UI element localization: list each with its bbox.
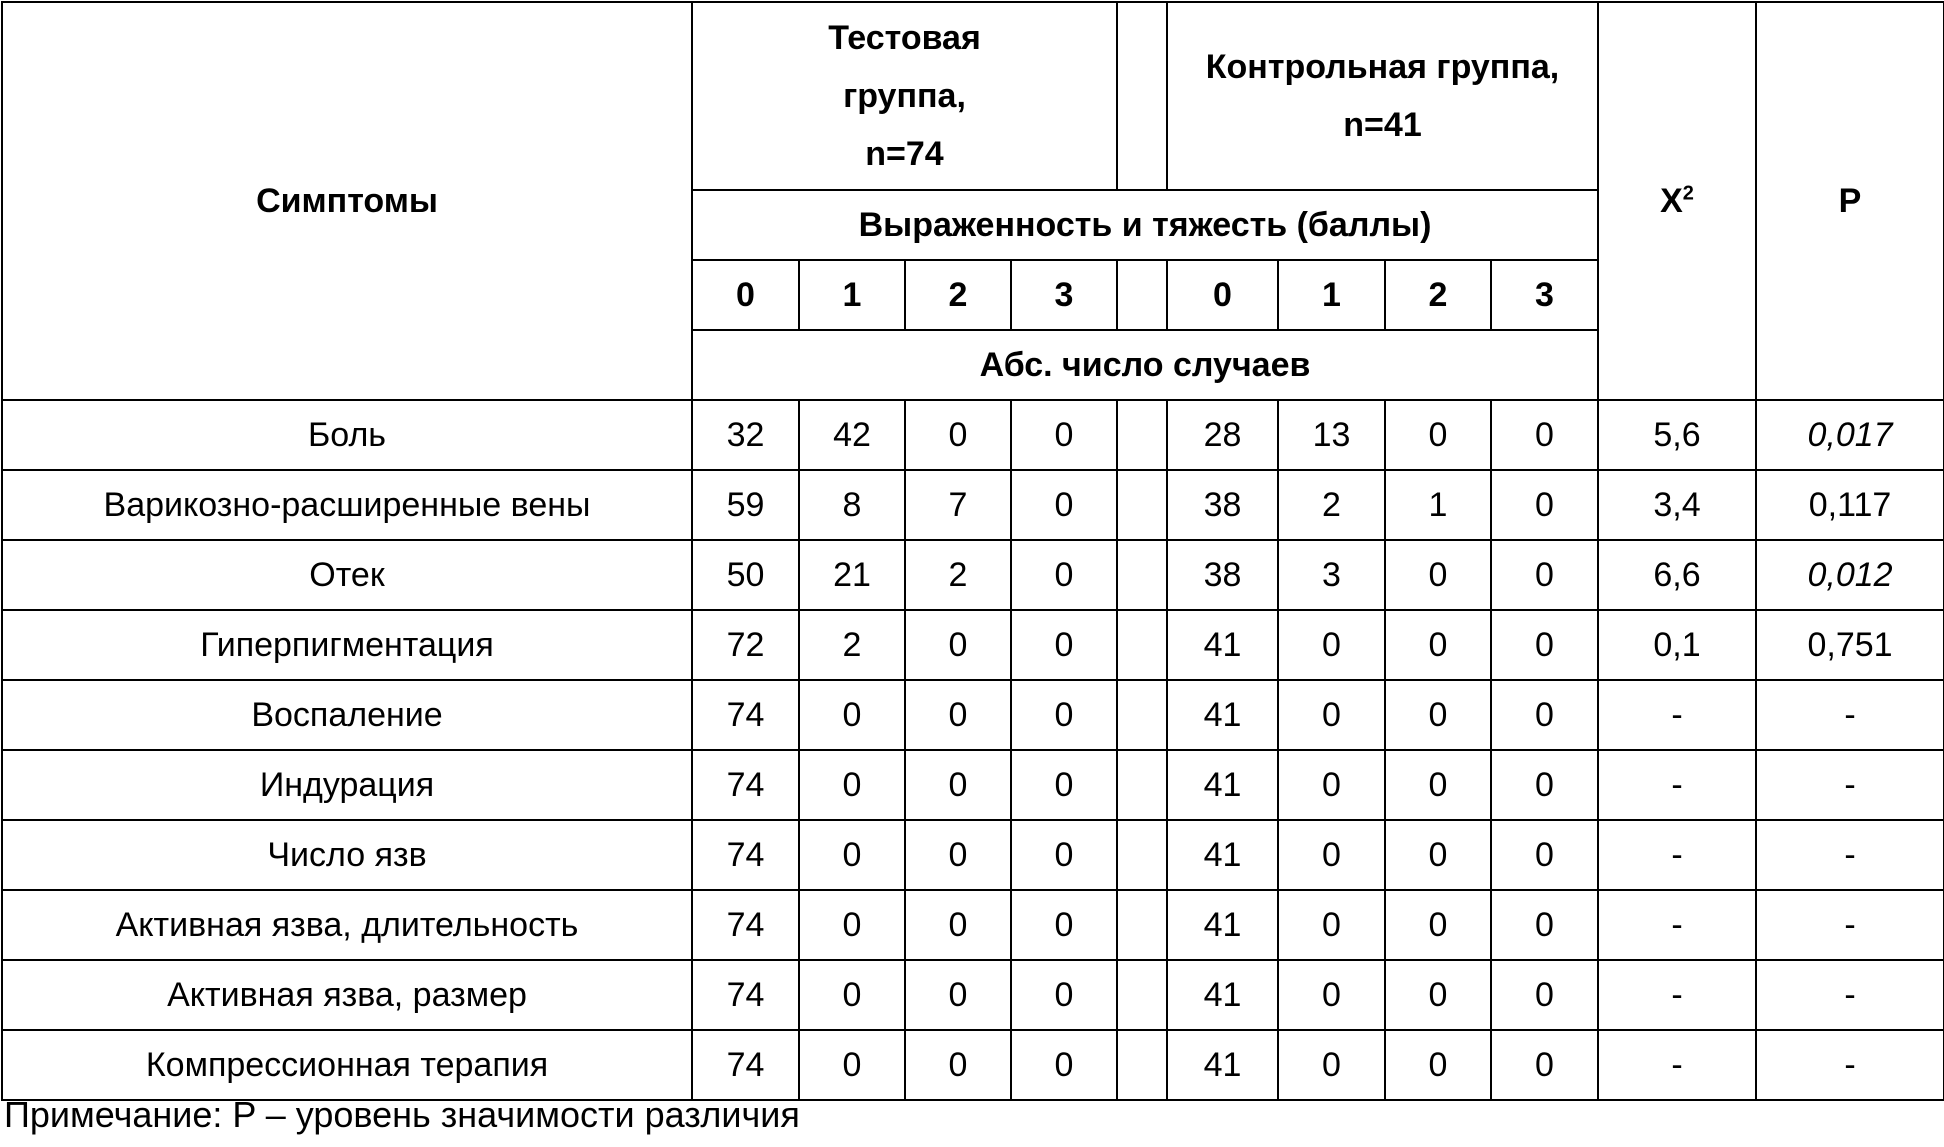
table-note: Примечание: P – уровень значимости различия bbox=[4, 1094, 800, 1135]
control-score-3-cell: 0 bbox=[1491, 750, 1598, 820]
spacer-cell bbox=[1117, 260, 1167, 330]
symptom-cell: Отек bbox=[2, 540, 692, 610]
control-score-2-cell: 0 bbox=[1385, 1030, 1491, 1100]
test-score-1-cell: 0 bbox=[799, 960, 905, 1030]
p-value-cell: 0,751 bbox=[1756, 610, 1944, 680]
test-score-1-cell: 21 bbox=[799, 540, 905, 610]
p-value-cell: 0,017 bbox=[1756, 400, 1944, 470]
header-control-group bbox=[1167, 2, 1598, 190]
test-score-3-cell: 0 bbox=[1011, 680, 1117, 750]
control-score-1-cell: 0 bbox=[1278, 610, 1385, 680]
test-score-3-cell: 0 bbox=[1011, 1030, 1117, 1100]
spacer-cell bbox=[1117, 750, 1167, 820]
p-value-cell: - bbox=[1756, 820, 1944, 890]
header-control-score-0: 0 bbox=[1167, 260, 1278, 330]
test-score-2-cell: 0 bbox=[905, 1030, 1011, 1100]
control-score-1-cell: 2 bbox=[1278, 470, 1385, 540]
table-row bbox=[2, 890, 1944, 960]
test-group-line3: n=74 bbox=[865, 135, 944, 173]
control-score-2-cell: 0 bbox=[1385, 680, 1491, 750]
table-row bbox=[2, 470, 1944, 540]
control-score-1-cell: 0 bbox=[1278, 890, 1385, 960]
spacer-cell bbox=[1117, 680, 1167, 750]
test-score-3-cell: 0 bbox=[1011, 890, 1117, 960]
test-score-2-cell: 0 bbox=[905, 610, 1011, 680]
header-p: P bbox=[1756, 2, 1944, 400]
chi-base: X bbox=[1660, 181, 1683, 220]
header-control-score-3: 3 bbox=[1491, 260, 1598, 330]
test-score-0-cell: 74 bbox=[692, 820, 799, 890]
test-score-2-cell: 7 bbox=[905, 470, 1011, 540]
table-row bbox=[2, 960, 1944, 1030]
spacer-cell bbox=[1117, 610, 1167, 680]
test-score-2-cell: 0 bbox=[905, 960, 1011, 1030]
symptom-cell: Варикозно-расширенные вены bbox=[2, 470, 692, 540]
header-test-score-3: 3 bbox=[1011, 260, 1117, 330]
control-score-2-cell: 0 bbox=[1385, 750, 1491, 820]
symptoms-table bbox=[1, 1, 1944, 1101]
spacer-cell bbox=[1117, 2, 1167, 190]
table-row bbox=[2, 610, 1944, 680]
chi2-cell: - bbox=[1598, 820, 1756, 890]
spacer-cell bbox=[1117, 820, 1167, 890]
table-row bbox=[2, 820, 1944, 890]
test-score-3-cell: 0 bbox=[1011, 400, 1117, 470]
symptom-cell: Гиперпигментация bbox=[2, 610, 692, 680]
symptom-cell: Индурация bbox=[2, 750, 692, 820]
control-score-1-cell: 13 bbox=[1278, 400, 1385, 470]
chi2-cell: - bbox=[1598, 680, 1756, 750]
control-score-3-cell: 0 bbox=[1491, 610, 1598, 680]
test-score-1-cell: 2 bbox=[799, 610, 905, 680]
control-score-2-cell: 0 bbox=[1385, 890, 1491, 960]
control-score-0-cell: 41 bbox=[1167, 680, 1278, 750]
control-group-line1: Контрольная группа, bbox=[1205, 48, 1560, 86]
test-score-2-cell: 0 bbox=[905, 400, 1011, 470]
spacer-cell bbox=[1117, 400, 1167, 470]
table-row bbox=[2, 400, 1944, 470]
test-score-2-cell: 0 bbox=[905, 680, 1011, 750]
header-test-score-2: 2 bbox=[905, 260, 1011, 330]
control-score-3-cell: 0 bbox=[1491, 470, 1598, 540]
test-score-1-cell: 0 bbox=[799, 820, 905, 890]
header-test-score-1: 1 bbox=[799, 260, 905, 330]
control-score-2-cell: 0 bbox=[1385, 960, 1491, 1030]
control-score-3-cell: 0 bbox=[1491, 400, 1598, 470]
control-score-1-cell: 0 bbox=[1278, 750, 1385, 820]
chi2-cell: 6,6 bbox=[1598, 540, 1756, 610]
test-score-3-cell: 0 bbox=[1011, 820, 1117, 890]
test-score-0-cell: 74 bbox=[692, 960, 799, 1030]
header-test-score-0: 0 bbox=[692, 260, 799, 330]
test-score-3-cell: 0 bbox=[1011, 960, 1117, 1030]
control-score-0-cell: 41 bbox=[1167, 890, 1278, 960]
test-score-0-cell: 74 bbox=[692, 890, 799, 960]
chi2-cell: 3,4 bbox=[1598, 470, 1756, 540]
table-row bbox=[2, 1030, 1944, 1100]
control-score-1-cell: 3 bbox=[1278, 540, 1385, 610]
test-score-2-cell: 0 bbox=[905, 890, 1011, 960]
symptom-cell: Активная язва, размер bbox=[2, 960, 692, 1030]
control-score-3-cell: 0 bbox=[1491, 540, 1598, 610]
p-value-cell: - bbox=[1756, 960, 1944, 1030]
control-score-0-cell: 41 bbox=[1167, 1030, 1278, 1100]
control-score-1-cell: 0 bbox=[1278, 680, 1385, 750]
control-score-2-cell: 0 bbox=[1385, 610, 1491, 680]
p-value-cell: - bbox=[1756, 1030, 1944, 1100]
chi2-cell: - bbox=[1598, 960, 1756, 1030]
test-score-2-cell: 0 bbox=[905, 820, 1011, 890]
test-score-1-cell: 0 bbox=[799, 890, 905, 960]
control-score-2-cell: 0 bbox=[1385, 400, 1491, 470]
control-score-1-cell: 0 bbox=[1278, 960, 1385, 1030]
test-group-line2: группа, bbox=[843, 77, 966, 115]
test-score-1-cell: 42 bbox=[799, 400, 905, 470]
p-value-cell: 0,012 bbox=[1756, 540, 1944, 610]
header-control-score-2: 2 bbox=[1385, 260, 1491, 330]
spacer-cell bbox=[1117, 540, 1167, 610]
test-score-0-cell: 50 bbox=[692, 540, 799, 610]
spacer-cell bbox=[1117, 890, 1167, 960]
control-score-0-cell: 41 bbox=[1167, 610, 1278, 680]
test-score-0-cell: 74 bbox=[692, 1030, 799, 1100]
control-score-2-cell: 0 bbox=[1385, 820, 1491, 890]
test-score-3-cell: 0 bbox=[1011, 610, 1117, 680]
spacer-cell bbox=[1117, 1030, 1167, 1100]
chi2-cell: 5,6 bbox=[1598, 400, 1756, 470]
control-score-2-cell: 0 bbox=[1385, 540, 1491, 610]
control-score-3-cell: 0 bbox=[1491, 960, 1598, 1030]
symptom-cell: Воспаление bbox=[2, 680, 692, 750]
header-chi2 bbox=[1598, 2, 1756, 400]
control-score-0-cell: 41 bbox=[1167, 960, 1278, 1030]
test-score-0-cell: 59 bbox=[692, 470, 799, 540]
control-score-3-cell: 0 bbox=[1491, 820, 1598, 890]
test-score-0-cell: 72 bbox=[692, 610, 799, 680]
header-control-score-1: 1 bbox=[1278, 260, 1385, 330]
chi-sup: 2 bbox=[1682, 182, 1694, 205]
spacer-cell bbox=[1117, 470, 1167, 540]
symptom-cell: Активная язва, длительность bbox=[2, 890, 692, 960]
control-score-3-cell: 0 bbox=[1491, 1030, 1598, 1100]
header-severity: Выраженность и тяжесть (баллы) bbox=[692, 190, 1598, 260]
symptom-cell: Компрессионная терапия bbox=[2, 1030, 692, 1100]
p-value-cell: - bbox=[1756, 750, 1944, 820]
table-row bbox=[2, 680, 1944, 750]
test-score-3-cell: 0 bbox=[1011, 540, 1117, 610]
control-score-0-cell: 38 bbox=[1167, 540, 1278, 610]
symptom-cell: Боль bbox=[2, 400, 692, 470]
test-score-3-cell: 0 bbox=[1011, 470, 1117, 540]
chi2-cell: - bbox=[1598, 750, 1756, 820]
test-group-line1: Тестовая bbox=[828, 19, 981, 57]
table-row bbox=[2, 750, 1944, 820]
control-group-line2: n=41 bbox=[1343, 106, 1422, 144]
header-symptoms: Симптомы bbox=[2, 2, 692, 400]
symptom-cell: Число язв bbox=[2, 820, 692, 890]
control-score-1-cell: 0 bbox=[1278, 820, 1385, 890]
test-score-0-cell: 74 bbox=[692, 750, 799, 820]
control-score-0-cell: 41 bbox=[1167, 750, 1278, 820]
table-row bbox=[2, 540, 1944, 610]
p-value-cell: - bbox=[1756, 680, 1944, 750]
test-score-0-cell: 74 bbox=[692, 680, 799, 750]
test-score-2-cell: 2 bbox=[905, 540, 1011, 610]
p-value-cell: 0,117 bbox=[1756, 470, 1944, 540]
test-score-1-cell: 0 bbox=[799, 750, 905, 820]
control-score-3-cell: 0 bbox=[1491, 890, 1598, 960]
test-score-1-cell: 0 bbox=[799, 680, 905, 750]
control-score-0-cell: 41 bbox=[1167, 820, 1278, 890]
chi2-cell: 0,1 bbox=[1598, 610, 1756, 680]
spacer-cell bbox=[1117, 960, 1167, 1030]
control-score-0-cell: 38 bbox=[1167, 470, 1278, 540]
test-score-1-cell: 0 bbox=[799, 1030, 905, 1100]
control-score-3-cell: 0 bbox=[1491, 680, 1598, 750]
test-score-1-cell: 8 bbox=[799, 470, 905, 540]
chi2-cell: - bbox=[1598, 890, 1756, 960]
control-score-1-cell: 0 bbox=[1278, 1030, 1385, 1100]
p-value-cell: - bbox=[1756, 890, 1944, 960]
header-test-group bbox=[692, 2, 1117, 190]
control-score-2-cell: 1 bbox=[1385, 470, 1491, 540]
chi2-cell: - bbox=[1598, 1030, 1756, 1100]
test-score-3-cell: 0 bbox=[1011, 750, 1117, 820]
header-abs-count: Абс. число случаев bbox=[692, 330, 1598, 400]
control-score-0-cell: 28 bbox=[1167, 400, 1278, 470]
test-score-2-cell: 0 bbox=[905, 750, 1011, 820]
test-score-0-cell: 32 bbox=[692, 400, 799, 470]
